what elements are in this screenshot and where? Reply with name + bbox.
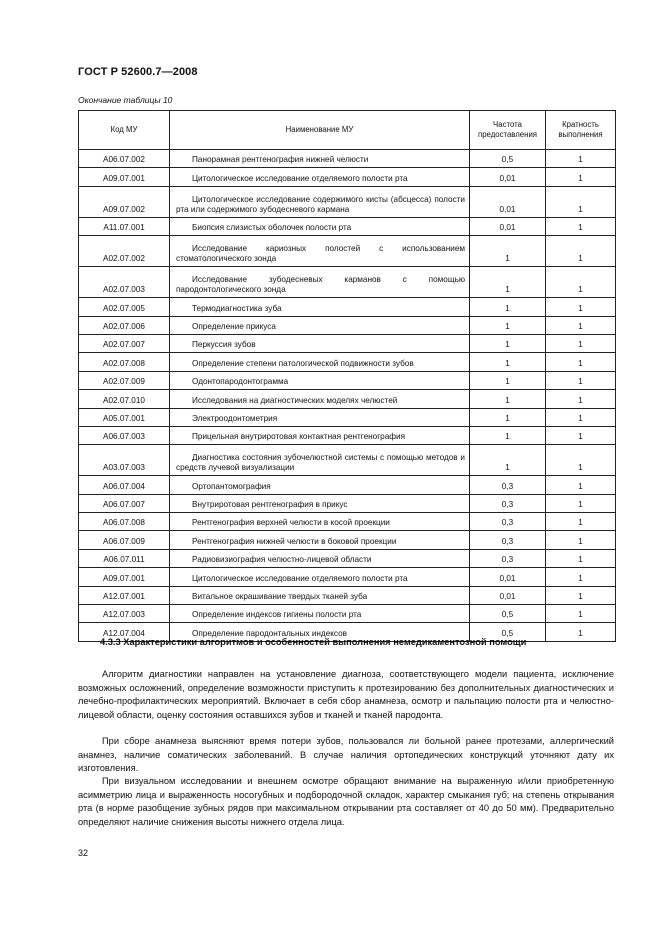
cell-multiplicity: 1 <box>546 513 616 531</box>
cell-name-text: Внутриротовая рентгенография в прикус <box>192 500 348 510</box>
cell-name-text: Определение прикуса <box>192 321 276 331</box>
table-row <box>79 408 616 426</box>
cell-name-text: Цитологическое исследование отделяемого полости рта <box>192 573 408 583</box>
cell-name <box>170 334 470 352</box>
cell-code: A09.07.001 <box>79 168 170 186</box>
cell-name <box>170 445 470 476</box>
mu-table <box>78 110 616 642</box>
cell-multiplicity: 1 <box>546 623 616 641</box>
cell-name-text: Витальное окрашивание твердых тканей зуба <box>192 592 368 602</box>
cell-code: A06.07.004 <box>79 476 170 494</box>
document-title: ГОСТ Р 52600.7—2008 <box>78 66 198 78</box>
cell-multiplicity: 1 <box>546 353 616 371</box>
cell-code: A02.07.010 <box>79 390 170 408</box>
cell-multiplicity: 1 <box>546 217 616 235</box>
cell-name-text: Исследование зубодесневых карманов с помощью пародонтологического зонда <box>176 275 465 295</box>
cell-multiplicity: 1 <box>546 390 616 408</box>
paragraph: При визуальном исследовании и внешнем осмотре обращают внимание на выраженную и/или приобретенную асимметрию лица и выраженность носогубных и подбородочной складок, характер смыкания губ; на степень открывания рта (в норме разобщение зубных рядов при максимальном открывании рта составляет от 40 до 50 мм). Предварительно определяют наличие снижения высоты нижнего отдела лица. <box>78 776 614 827</box>
cell-frequency: 1 <box>470 353 546 371</box>
cell-code: A09.07.001 <box>79 568 170 586</box>
table-row <box>79 267 616 298</box>
cell-code: A02.07.009 <box>79 371 170 389</box>
cell-name-text: Термодиагностика зуба <box>192 303 282 313</box>
cell-name-text: Электроодонтометрия <box>192 413 278 423</box>
cell-frequency: 1 <box>470 316 546 334</box>
table-row <box>79 298 616 316</box>
cell-code: A12.07.004 <box>79 623 170 641</box>
table-row <box>79 445 616 476</box>
cell-name-text: Определение степени патологической подвижности зубов <box>192 358 414 368</box>
table-row <box>79 316 616 334</box>
paragraph: Алгоритм диагностики направлен на установление диагноза, соответствующего модели пациента, исключение возможных осложнений, определение возможности приступить к протезированию без дополнительных диагностических и лечебно-профилактических мероприятий. Включает в себя сбор анамнеза, осмотр и пальпацию полости рта и челюстно-лицевой области, оценку состояния оставшихся зубов и тканей и тканей пародонта. <box>78 669 614 720</box>
cell-frequency: 0,3 <box>470 513 546 531</box>
cell-name-text: Рентгенография нижней челюсти в боковой проекции <box>192 536 397 546</box>
table-row <box>79 217 616 235</box>
cell-name-text: Цитологическое исследование отделяемого полости рта <box>192 173 408 183</box>
cell-frequency: 1 <box>470 371 546 389</box>
cell-multiplicity: 1 <box>546 476 616 494</box>
cell-name <box>170 316 470 334</box>
table-row <box>79 334 616 352</box>
cell-code: A06.07.011 <box>79 549 170 567</box>
cell-code: A06.07.007 <box>79 494 170 512</box>
cell-frequency: 0,01 <box>470 186 546 217</box>
cell-multiplicity: 1 <box>546 408 616 426</box>
table-row <box>79 353 616 371</box>
cell-multiplicity: 1 <box>546 586 616 604</box>
cell-multiplicity: 1 <box>546 236 616 267</box>
cell-frequency: 0,3 <box>470 494 546 512</box>
table-row <box>79 371 616 389</box>
cell-name <box>170 568 470 586</box>
cell-multiplicity: 1 <box>546 150 616 168</box>
cell-code: A06.07.003 <box>79 426 170 444</box>
cell-frequency: 0,5 <box>470 150 546 168</box>
table-row <box>79 186 616 217</box>
cell-name-text: Цитологическое исследование содержимого кисты (абсцесса) полости рта или содержимого зубодесневого кармана <box>176 194 465 214</box>
cell-name-text: Биопсия слизистых оболочек полости рта <box>192 223 352 233</box>
column-header-multiplicity: Кратность выполнения <box>546 111 616 150</box>
cell-frequency: 1 <box>470 390 546 408</box>
column-header-name: Наименование МУ <box>170 111 470 150</box>
cell-name <box>170 217 470 235</box>
table-row <box>79 513 616 531</box>
cell-name-text: Панорамная рентгенография нижней челюсти <box>192 155 369 165</box>
cell-name <box>170 186 470 217</box>
cell-multiplicity: 1 <box>546 494 616 512</box>
cell-name-text: Определение пародонтальных индексов <box>192 628 348 638</box>
cell-code: A06.07.002 <box>79 150 170 168</box>
cell-code: A02.07.003 <box>79 267 170 298</box>
cell-code: A02.07.008 <box>79 353 170 371</box>
cell-name-text: Исследование кариозных полостей с использованием стоматологического зонда <box>176 244 465 264</box>
table-row <box>79 494 616 512</box>
paragraph: При сборе анамнеза выясняют время потери зубов, пользовался ли больной ранее протезами, аллергический анамнез, наличие соматических заболеваний. В случае наличия ортопедических конструкций уточняют дату их изготовления. <box>78 736 614 774</box>
cell-frequency: 0,5 <box>470 623 546 641</box>
cell-code: A12.07.001 <box>79 586 170 604</box>
cell-multiplicity: 1 <box>546 168 616 186</box>
cell-frequency: 0,01 <box>470 568 546 586</box>
cell-frequency: 1 <box>470 445 546 476</box>
cell-frequency: 1 <box>470 334 546 352</box>
cell-name <box>170 586 470 604</box>
cell-multiplicity: 1 <box>546 426 616 444</box>
table-row <box>79 426 616 444</box>
cell-multiplicity: 1 <box>546 605 616 623</box>
cell-name-text: Рентгенография верхней челюсти в косой проекции <box>192 518 390 528</box>
cell-multiplicity: 1 <box>546 531 616 549</box>
cell-frequency: 0,3 <box>470 531 546 549</box>
cell-multiplicity: 1 <box>546 568 616 586</box>
cell-multiplicity: 1 <box>546 298 616 316</box>
table-row <box>79 568 616 586</box>
column-header-code: Код МУ <box>79 111 170 150</box>
cell-name <box>170 353 470 371</box>
cell-frequency: 0,01 <box>470 168 546 186</box>
mu-table-body <box>79 150 616 642</box>
cell-name <box>170 150 470 168</box>
section-number: 4.3.3 <box>100 637 121 647</box>
cell-frequency: 1 <box>470 426 546 444</box>
cell-name-text: Определение индексов гигиены полости рта <box>192 610 362 620</box>
table-row <box>79 236 616 267</box>
table-row <box>79 150 616 168</box>
cell-code: A06.07.009 <box>79 531 170 549</box>
table-row <box>79 390 616 408</box>
section-heading <box>78 636 614 649</box>
cell-multiplicity: 1 <box>546 186 616 217</box>
cell-multiplicity: 1 <box>546 549 616 567</box>
cell-code: A02.07.005 <box>79 298 170 316</box>
section-title: Характеристики алгоритмов и особенностей выполнения немедикаментозной помощи <box>123 637 527 647</box>
page-number: 32 <box>78 848 89 858</box>
cell-name-text: Радиовизиография челюстно-лицевой области <box>192 555 372 565</box>
cell-frequency: 0,01 <box>470 217 546 235</box>
table-row <box>79 586 616 604</box>
cell-name <box>170 298 470 316</box>
cell-name <box>170 267 470 298</box>
cell-name <box>170 531 470 549</box>
cell-name <box>170 549 470 567</box>
cell-frequency: 0,5 <box>470 605 546 623</box>
table-row <box>79 168 616 186</box>
cell-name-text: Прицельная внутриротовая контактная рентгенография <box>192 432 406 442</box>
cell-code: A03.07.003 <box>79 445 170 476</box>
cell-frequency: 1 <box>470 298 546 316</box>
cell-code: A02.07.006 <box>79 316 170 334</box>
cell-code: A05.07.001 <box>79 408 170 426</box>
cell-name <box>170 476 470 494</box>
cell-multiplicity: 1 <box>546 445 616 476</box>
cell-code: A12.07.003 <box>79 605 170 623</box>
cell-name <box>170 390 470 408</box>
cell-frequency: 0,3 <box>470 549 546 567</box>
cell-name <box>170 605 470 623</box>
cell-name-text: Одонтопародонтограмма <box>192 377 289 387</box>
cell-frequency: 0,3 <box>470 476 546 494</box>
cell-code: A09.07.002 <box>79 186 170 217</box>
cell-name <box>170 426 470 444</box>
table-row <box>79 549 616 567</box>
cell-code: A02.07.002 <box>79 236 170 267</box>
cell-multiplicity: 1 <box>546 267 616 298</box>
cell-frequency: 1 <box>470 408 546 426</box>
table-row <box>79 476 616 494</box>
table-row <box>79 531 616 549</box>
cell-frequency: 0,01 <box>470 586 546 604</box>
cell-name-text: Ортопантомография <box>192 481 271 491</box>
cell-code: A02.07.007 <box>79 334 170 352</box>
cell-multiplicity: 1 <box>546 316 616 334</box>
cell-multiplicity: 1 <box>546 371 616 389</box>
column-header-frequency: Частота предоставления <box>470 111 546 150</box>
cell-name-text: Диагностика состояния зубочелюстной системы с помощью методов и средств лучевой визуализации <box>176 453 465 473</box>
cell-name-text: Исследования на диагностических моделях челюстей <box>192 395 398 405</box>
cell-name-text: Перкуссия зубов <box>192 340 256 350</box>
cell-name <box>170 494 470 512</box>
cell-multiplicity: 1 <box>546 334 616 352</box>
cell-code: A06.07.008 <box>79 513 170 531</box>
cell-name <box>170 513 470 531</box>
cell-name <box>170 236 470 267</box>
cell-name <box>170 168 470 186</box>
cell-frequency: 1 <box>470 267 546 298</box>
cell-code: A11.07.001 <box>79 217 170 235</box>
table-row <box>79 605 616 623</box>
cell-name <box>170 408 470 426</box>
cell-frequency: 1 <box>470 236 546 267</box>
cell-name <box>170 371 470 389</box>
table-caption: Окончание таблицы 10 <box>78 95 173 105</box>
